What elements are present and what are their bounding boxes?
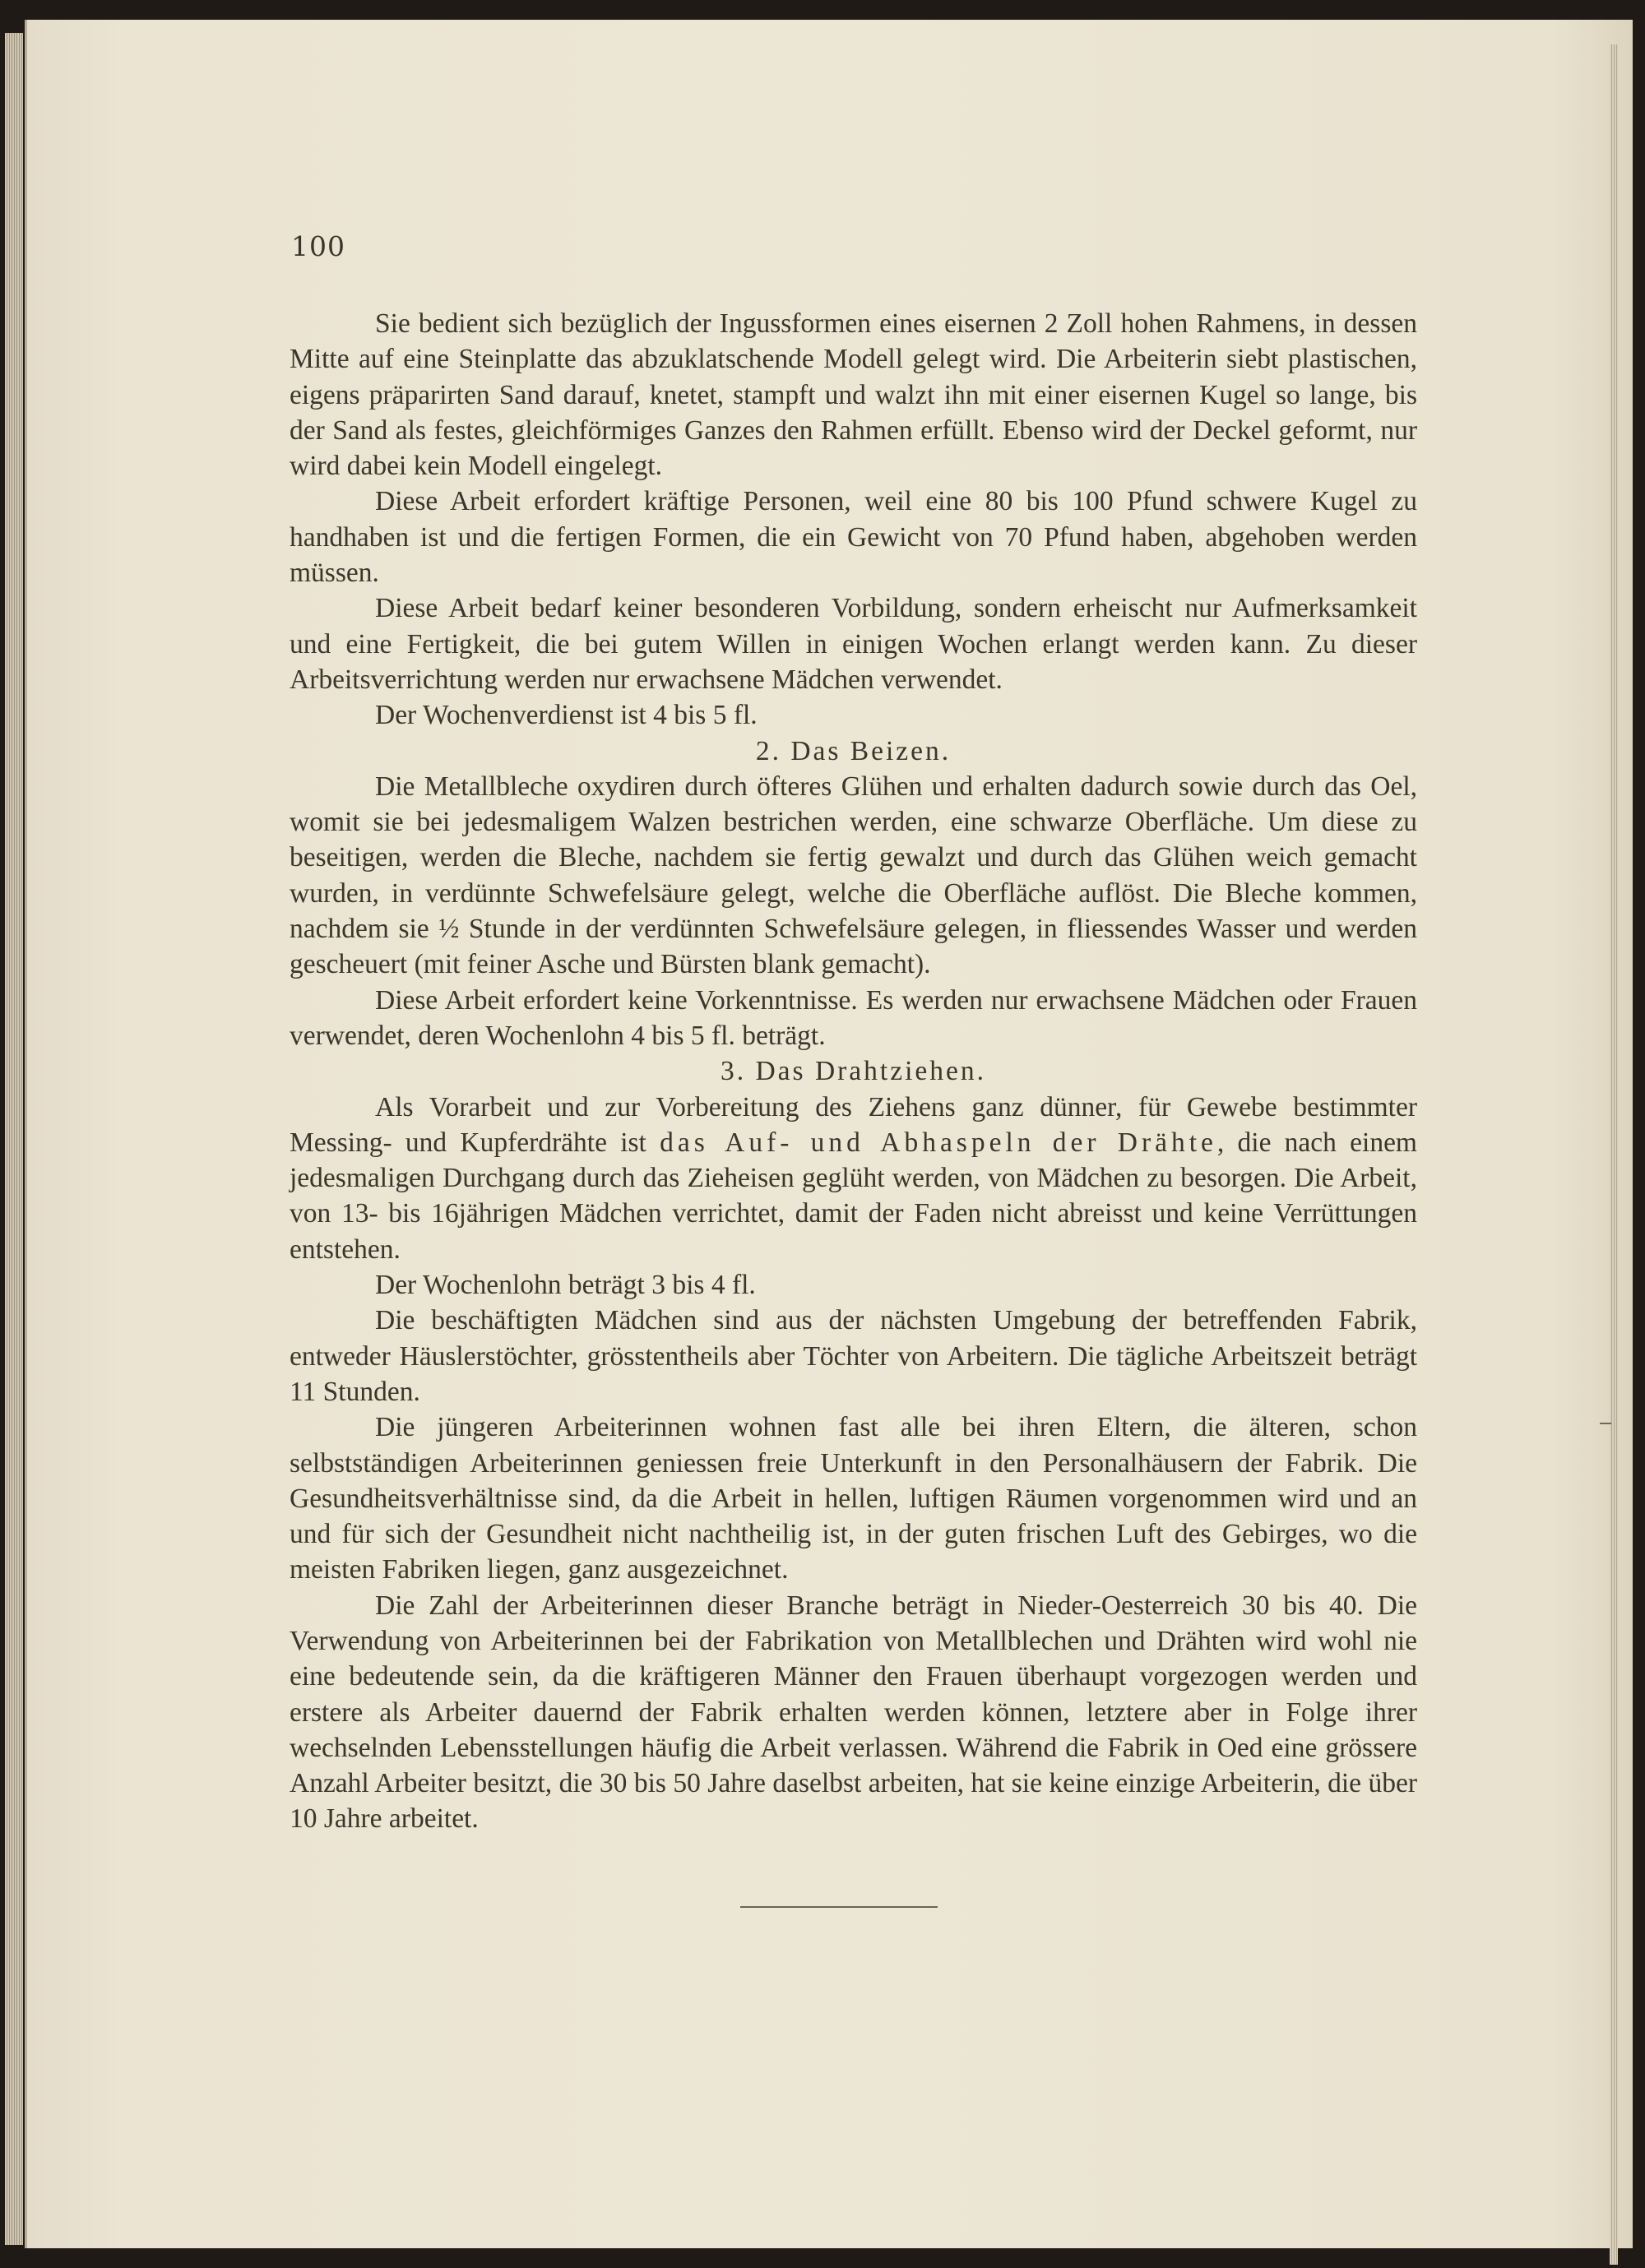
paragraph: [290, 1090, 1417, 1267]
paragraph-text: Als Vorarbeit und zur Vorbereitung des Ziehens ganz dünner, für Gewebe bestimmter Messing- und Kupferdrähte ist: [290, 1091, 1417, 1158]
paragraph-text: , die nach einem jedesmaligen Durchgang durch das Zieheisen geglüht werden, von Mädchen zu besorgen. Die Arbeit, von 13- bis 16jährigen Mädchen verrichtet, damit der Faden nicht abreisst und keine Verrüttungen entstehen.: [290, 1127, 1417, 1265]
body-text: [290, 306, 1417, 1837]
section-heading: 2. Das Beizen.: [755, 735, 952, 766]
spaced-emphasis: das Auf- und Abhaspeln der Drähte: [660, 1127, 1217, 1158]
right-page-edge: [1610, 44, 1618, 2265]
paragraph: Diese Arbeit erfordert kräftige Personen, weil eine 80 bis 100 Pfund schwere Kugel zu handhaben ist und die fertigen Formen, die ein Gewicht von 70 Pfund haben, abgehoben werden müssen.: [290, 486, 1417, 589]
paragraph: Diese Arbeit bedarf keiner besonderen Vorbildung, sondern erheischt nur Aufmerksamkeit und eine Fertigkeit, die bei gutem Willen in einigen Wochen erlangt werden kann. Zu dieser Arbeitsverrichtung werden nur erwachsene Mädchen verwendet.: [290, 593, 1417, 695]
paragraph: Die beschäftigten Mädchen sind aus der nächsten Umgebung der betreffenden Fabrik, entweder Häuslerstöchter, grösstentheils aber Töchter von Arbeitern. Die tägliche Arbeitszeit beträgt 11 Stunden.: [290, 1305, 1417, 1407]
end-rule: [740, 1906, 938, 1908]
paragraph: Diese Arbeit erfordert keine Vorkenntnisse. Es werden nur erwachsene Mädchen oder Frauen verwendet, deren Wochenlohn 4 bis 5 fl. beträgt.: [290, 984, 1417, 1051]
section-heading: 3. Das Drahtziehen.: [720, 1056, 987, 1087]
margin-tick: [1600, 1423, 1611, 1424]
paragraph: Die Metallbleche oxydiren durch öfteres Glühen und erhalten dadurch sowie durch das Oel, womit sie bei jedesmaligem Walzen bestrichen werden, eine schwarze Oberfläche. Um diese zu beseitigen, werden die Bleche, nachdem sie fertig gewalzt und durch das Glühen weich gemacht wurden, in verdünnte Schwefelsäure gelegt, welche die Oberfläche auflöst. Die Bleche kommen, nachdem sie ½ Stunde in der verdünnten Schwefelsäure gelegen, in fliessendes Wasser und werden gescheuert (mit feiner Asche und Bürsten blank gemacht).: [290, 771, 1417, 980]
paragraph: Der Wochenlohn beträgt 3 bis 4 fl.: [375, 1270, 756, 1301]
paragraph: Der Wochenverdienst ist 4 bis 5 fl.: [375, 700, 758, 731]
page-edge-stack: [5, 33, 23, 2245]
page-number: 100: [291, 230, 345, 262]
paragraph: Die Zahl der Arbeiterinnen dieser Branche beträgt in Nieder-Oesterreich 30 bis 40. Die Verwendung von Arbeiterinnen bei der Fabrikation von Metallblechen und Drähten wird wohl nie eine bedeutende sein, da die kräftigeren Männer den Frauen überhaupt vorgezogen werden und erstere als Arbeiter dauernd der Fabrik erhalten werden können, letztere aber in Folge ihrer wechselnden Lebensstellungen häufig die Arbeit verlassen. Während die Fabrik in Oed eine grössere Anzahl Arbeiter besitzt, die 30 bis 50 Jahre daselbst arbeiten, hat sie keine einzige Arbeiterin, die über 10 Jahre arbeitet.: [290, 1590, 1417, 1835]
paragraph: Sie bedient sich bezüglich der Ingussformen eines eisernen 2 Zoll hohen Rahmens, in dessen Mitte auf eine Steinplatte das abzuklatschende Modell gelegt wird. Die Arbeiterin siebt plastischen, eigens präparirten Sand darauf, knetet, stampft und walzt ihn mit einer eisernen Kugel so lange, bis der Sand als festes, gleichförmiges Ganzes den Rahmen erfüllt. Ebenso wird der Deckel geformt, nur wird dabei kein Modell eingelegt.: [290, 308, 1417, 482]
paragraph: Die jüngeren Arbeiterinnen wohnen fast alle bei ihren Eltern, die älteren, schon selbstständigen Arbeiterinnen geniessen freie Unterkunft in den Personalhäusern der Fabrik. Die Gesundheitsverhältnisse sind, da die Arbeit in hellen, luftigen Räumen vorgenommen wird und an und für sich der Gesundheit nicht nachtheilig ist, in der guten frischen Luft des Gebirges, wo die meisten Fabriken liegen, ganz ausgezeichnet.: [290, 1412, 1417, 1585]
